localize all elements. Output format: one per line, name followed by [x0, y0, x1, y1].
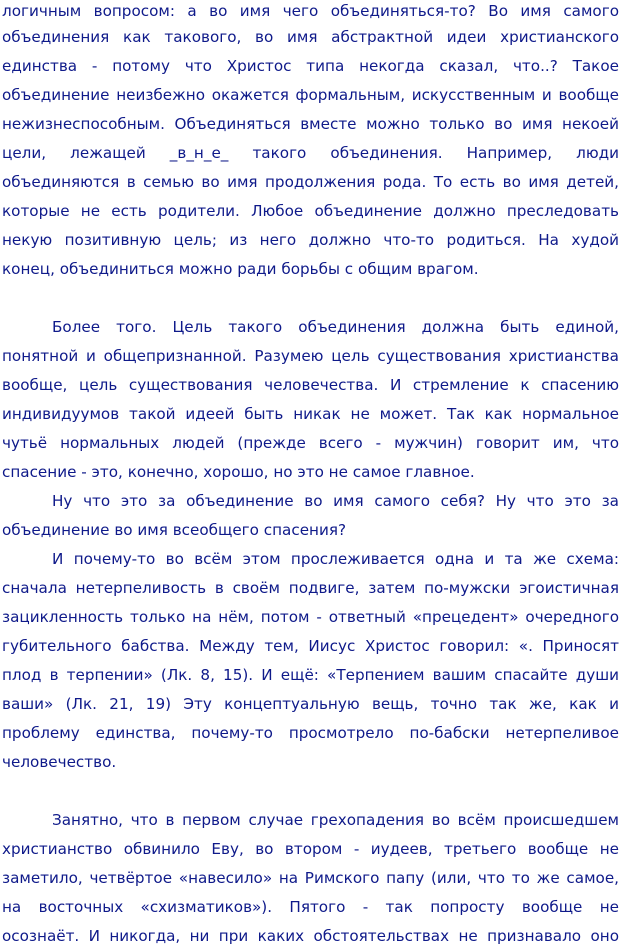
text-line: Более того. Цель такого объединения должна быть единой,: [52, 318, 619, 336]
text-line: объединение во имя всеобщего спасения?: [2, 521, 347, 539]
text-line: единства - потому что Христос типа некогда сказал, что..? Такое: [2, 57, 619, 75]
text-line: понятной и общепризнанной. Разумею цель существования христианства: [2, 347, 619, 365]
text-line: объединения как такового, во имя абстрактной идеи христианского: [2, 28, 619, 46]
text-line: объединяются в семью во имя продолжения рода. То есть во имя детей,: [2, 173, 619, 191]
text-line: некую позитивную цель; из него должно что-то родиться. На худой: [2, 231, 619, 249]
text-line: цели, лежащей _в_н_е_ такого объединения. Например, люди: [2, 144, 619, 162]
text-line: на восточных «схизматиков»). Пятого - так попросту вообще не: [2, 898, 619, 916]
text-line: нежизнеспособным. Объединяться вместе можно только во имя некоей: [2, 115, 619, 133]
text-line: губительного бабства. Между тем, Иисус Христос говорил: «. Приносят: [2, 637, 619, 655]
text-line: И почему-то во всём этом прослеживается одна и та же схема:: [52, 550, 619, 568]
text-line: вообще, цель существования человечества. И стремление к спасению: [2, 376, 619, 394]
text-line: человечество.: [2, 753, 117, 771]
text-line: осознаёт. И никогда, ни при каких обстоятельствах не признавало оно: [2, 927, 619, 945]
text-line: ваши» (Лк. 21, 19) Эту концептуальную вещь, точно так же, как и: [2, 695, 619, 713]
text-line: христианство обвинило Еву, во втором - иудеев, третьего вообще не: [2, 840, 619, 858]
text-line: чутьё нормальных людей (прежде всего - мужчин) говорит им, что: [2, 434, 619, 452]
text-line: логичным вопросом: а во имя чего объединяться-то? Во имя самого: [2, 2, 619, 20]
text-line: проблему единства, почему-то просмотрело по-бабски нетерпеливое: [2, 724, 619, 742]
text-line: плод в терпении» (Лк. 8, 15). И ещё: «Терпением вашим спасайте души: [2, 666, 619, 684]
text-line: которые не есть родители. Любое объединение должно преследовать: [2, 202, 619, 220]
text-line: Ну что это за объединение во имя самого себя? Ну что это за: [52, 492, 619, 510]
text-line: индивидуумов такой идеей быть никак не может. Так как нормальное: [2, 405, 619, 423]
text-line: зацикленность только на нём, потом - ответный «прецедент» очередного: [2, 608, 619, 626]
text-line: спасение - это, конечно, хорошо, но это не самое главное.: [2, 463, 475, 481]
text-line: сначала нетерпеливость в своём подвиге, затем по-мужски эгоистичная: [2, 579, 619, 597]
text-line: объединение неизбежно окажется формальным, искусственным и вообще: [2, 86, 619, 104]
text-line: конец, объединиться можно ради борьбы с общим врагом.: [2, 260, 479, 278]
text-line: Занятно, что в первом случае грехопадения во всём происшедшем: [52, 811, 619, 829]
text-line: заметило, четвёртое «навесило» на Римского папу (или, что то же самое,: [2, 869, 619, 887]
